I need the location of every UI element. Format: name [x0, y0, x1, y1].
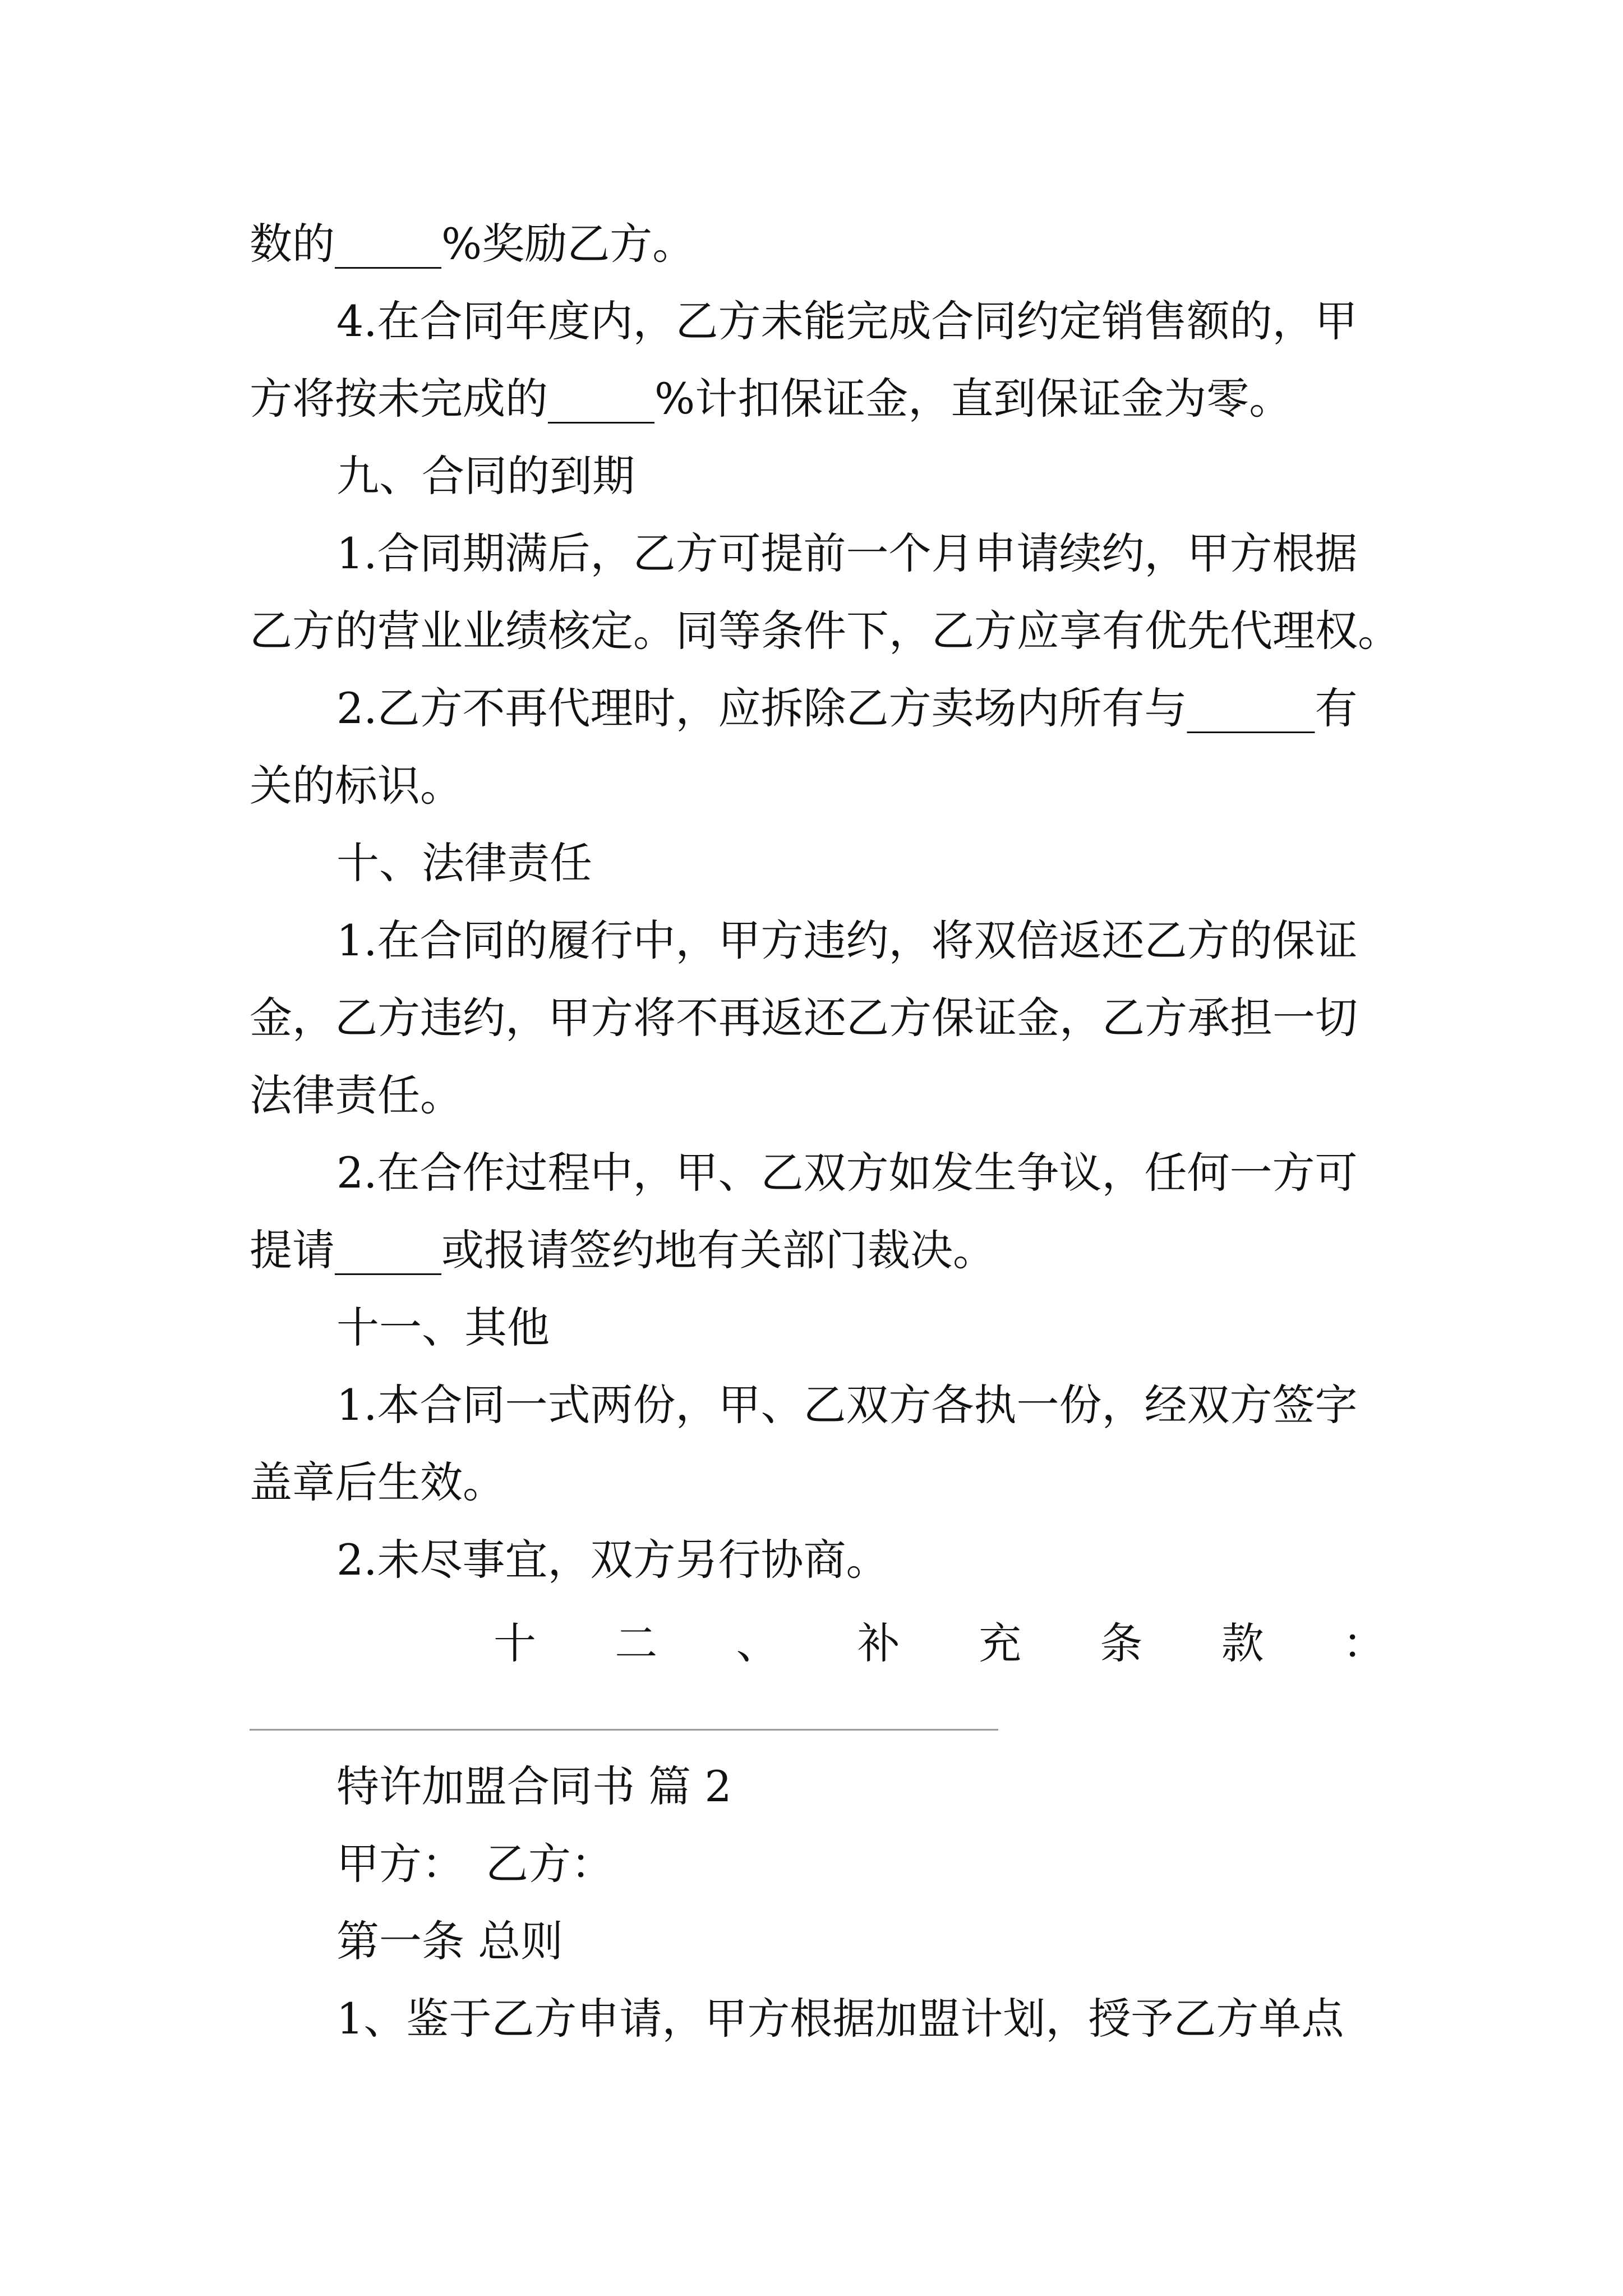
- text-line: 4.在合同年度内，乙方未能完成合同约定销售额的，甲: [336, 296, 1358, 346]
- text-line: 1.合同期满后，乙方可提前一个月申请续约，甲方根据: [336, 528, 1358, 578]
- heading-char: 十: [494, 1618, 536, 1668]
- heading-char: 二: [615, 1618, 658, 1668]
- heading-char: 条: [1100, 1618, 1143, 1668]
- heading-char: 、: [736, 1618, 779, 1668]
- heading-char: 补: [857, 1618, 900, 1668]
- text-line: 法律责任。: [250, 1070, 463, 1120]
- text-line: 乙方的营业业绩核定。同等条件下，乙方应享有优先代理权。: [250, 606, 1400, 656]
- text-line: 数的_____%奖励乙方。: [250, 219, 695, 269]
- text-line: 方将按未完成的_____%计扣保证金，直到保证金为零。: [250, 374, 1292, 424]
- text-line: 提请_____或报请签约地有关部门裁决。: [250, 1225, 995, 1275]
- section-heading: 十、法律责任: [336, 838, 592, 888]
- text-line: 盖章后生效。: [250, 1457, 505, 1507]
- text-line: 关的标识。: [250, 761, 463, 811]
- heading-char: ：: [1342, 1618, 1385, 1668]
- text-line: 2.乙方不再代理时，应拆除乙方卖场内所有与______有: [336, 683, 1358, 733]
- parties-line: 甲方： 乙方：: [336, 1839, 614, 1889]
- document-title: 特许加盟合同书 篇 2: [336, 1761, 732, 1811]
- text-line: 1.在合同的履行中，甲方违约，将双倍返还乙方的保证: [336, 915, 1358, 965]
- section-heading: 十一、其他: [336, 1303, 550, 1352]
- article-heading: 第一条 总则: [336, 1916, 564, 1966]
- text-line: 1、鉴于乙方申请，甲方根据加盟计划，授予乙方单点: [336, 1994, 1344, 2044]
- heading-char: 充: [979, 1618, 1022, 1668]
- text-line: 1.本合同一式两份，甲、乙双方各执一份，经双方签字: [336, 1380, 1358, 1430]
- text-line: 金，乙方违约，甲方将不再返还乙方保证金，乙方承担一切: [250, 993, 1358, 1043]
- supplement-heading: [494, 1616, 1385, 1672]
- text-line: 2.在合作过程中，甲、乙双方如发生争议，任何一方可: [336, 1148, 1358, 1198]
- text-line: 2.未尽事宜，双方另行协商。: [336, 1535, 889, 1585]
- section-heading: 九、合同的到期: [336, 451, 635, 501]
- section-divider: [250, 1729, 998, 1731]
- heading-char: 款: [1221, 1618, 1264, 1668]
